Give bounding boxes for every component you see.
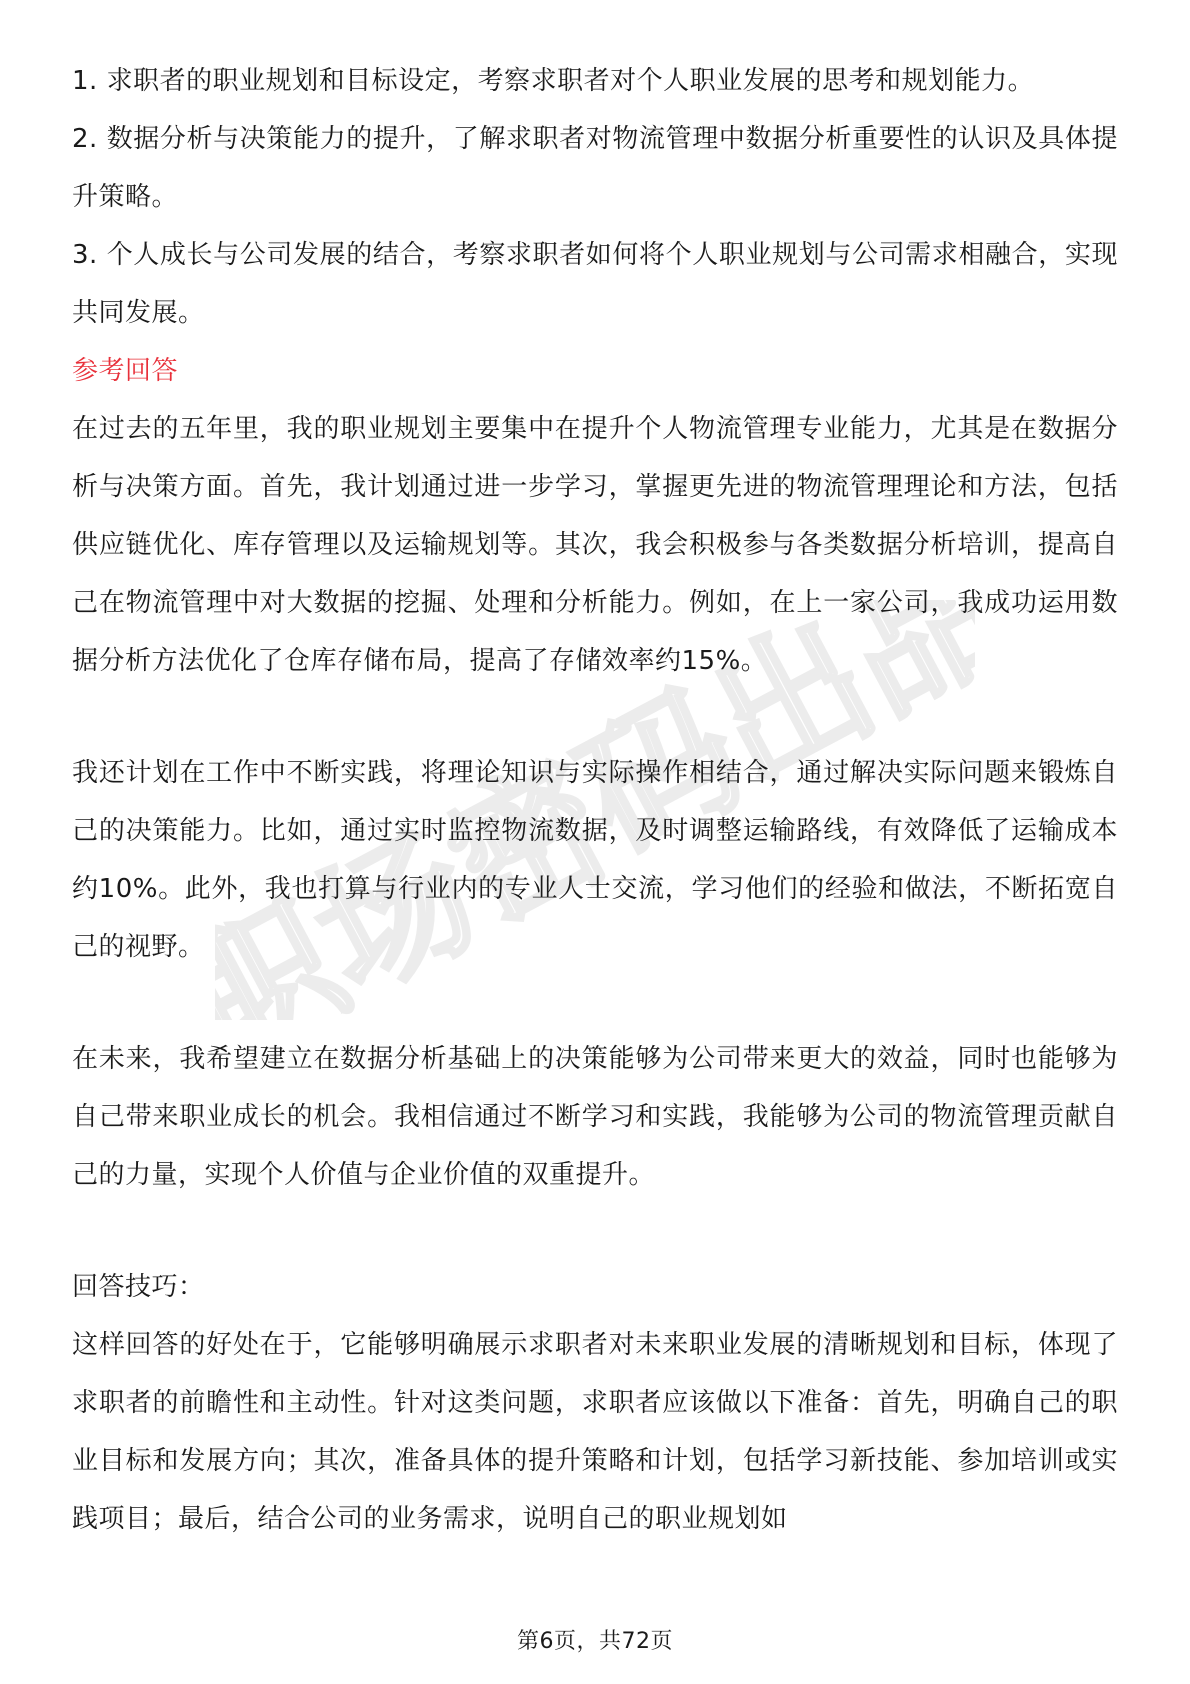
tips-title: 回答技巧：	[72, 1272, 205, 1302]
intro-point-3: 3. 个人成长与公司发展的结合，考察求职者如何将个人职业规划与公司需求相融合，实现共同发展。	[72, 240, 1118, 328]
tips-paragraph: 这样回答的好处在于，它能够明确展示求职者对未来职业发展的清晰规划和目标，体现了求职者的前瞻性和主动性。针对这类问题，求职者应该做以下准备：首先，明确自己的职业目标和发展方向；其次，准备具体的提升策略和计划，包括学习新技能、参加培训或实践项目；最后，结合公司的业务需求，说明自己的职业规划如	[72, 1330, 1118, 1534]
intro-point-1: 1. 求职者的职业规划和目标设定，考察求职者对个人职业发展的思考和规划能力。	[72, 66, 1035, 96]
answer-paragraph-1: 在过去的五年里，我的职业规划主要集中在提升个人物流管理专业能力，尤其是在数据分析与决策方面。首先，我计划通过进一步学习，掌握更先进的物流管理理论和方法，包括供应链优化、库存管理以及运输规划等。其次，我会积极参与各类数据分析培训，提高自己在物流管理中对大数据的挖掘、处理和分析能力。例如，在上一家公司，我成功运用数据分析方法优化了仓库存储布局，提高了存储效率约15%。	[72, 414, 1118, 676]
intro-point-2: 2. 数据分析与决策能力的提升，了解求职者对物流管理中数据分析重要性的认识及具体提升策略。	[72, 124, 1118, 212]
reference-answer-title: 参考回答	[72, 356, 179, 386]
main-content	[72, 52, 1118, 1548]
answer-paragraph-2: 我还计划在工作中不断实践，将理论知识与实际操作相结合，通过解决实际问题来锻炼自己的决策能力。比如，通过实时监控物流数据，及时调整运输路线，有效降低了运输成本约10%。此外，我也打算与行业内的专业人士交流，学习他们的经验和做法，不断拓宽自己的视野。	[72, 758, 1118, 962]
paragraph-spacer	[72, 690, 1118, 744]
paragraph-spacer	[72, 1204, 1118, 1258]
answer-paragraph-3: 在未来，我希望建立在数据分析基础上的决策能够为公司带来更大的效益，同时也能够为自己带来职业成长的机会。我相信通过不断学习和实践，我能够为公司的物流管理贡献自己的力量，实现个人价值与企业价值的双重提升。	[72, 1044, 1118, 1190]
watermark-text: 职场密码出品	[215, 600, 975, 1020]
paragraph-spacer	[72, 976, 1118, 1030]
page-number: 第6页，共72页	[517, 1629, 673, 1654]
